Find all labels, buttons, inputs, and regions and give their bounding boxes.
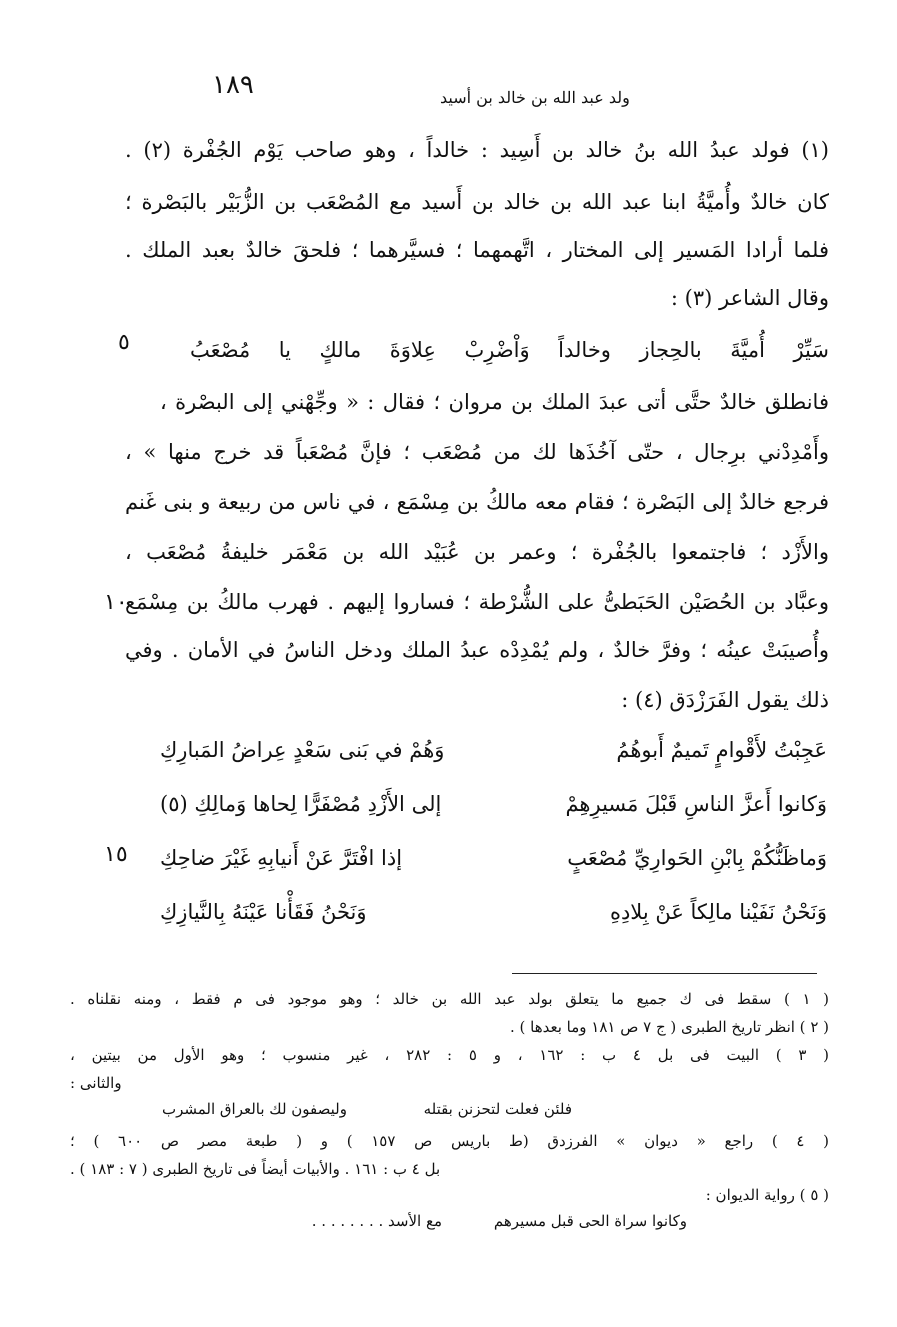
line-number-15: ١٥: [104, 842, 128, 867]
verse-line: سَيِّرْ أُميَّةَ بالحِجاز وخالداً وَاْضْرِبْ عِلاوَةَ مالكٍ يا مُصْعَبُ: [190, 338, 829, 362]
footnote-5: ( ٥ ) رواية الديوان :: [705, 1186, 829, 1204]
verse-second-hemistich: وَنَحْنُ فَقَأْنا عَيْنَهُ بِالنَّيازِكِ: [160, 900, 367, 924]
body-line: وأُصيبَتْ عينُه ؛ وفرَّ خالدٌ ، ولم يُمْدِدْه عبدُ الملك ودخل الناسُ في الأمان . وفي: [125, 638, 829, 662]
verse-first-hemistich: وَكانوا أَعزَّ الناسِ قَبْلَ مَسيرِهِمْ: [565, 792, 827, 816]
body-line: وأَمْدِدْني برِجال ، حتّى آخُذَها لك من مُصْعَب ؛ فإنَّ مُصْعَباً قد خرج منها » ،: [125, 440, 829, 464]
footnote-2: ( ٢ ) انظر تاريخ الطبرى ( ج ٧ ص ١٨١ وما بعدها ) .: [509, 1018, 829, 1036]
running-title: ولد عبد الله بن خالد بن أسيد: [440, 88, 630, 107]
footnote-4-continuation: بل ٤ ب : ١٦١ . والأبيات أيضاً فى تاريخ الطبرى ( ٧ : ١٨٣ ) .: [70, 1160, 441, 1178]
body-line: والأَزْد ؛ فاجتمعوا بالجُفْرة ؛ وعمر بن عُبَيْد الله بن مَعْمَر خليفةُ مُصْعَب ،: [125, 540, 829, 564]
verse-row: [160, 738, 827, 770]
body-line: فانطلق خالدٌ حتَّى أتى عبدَ الملك بن مروان ؛ فقال : « وجِّهْني إلى البصْرة ،: [160, 390, 829, 414]
body-line: وقال الشاعر (٣) :: [670, 286, 829, 310]
footnote-5-verse-second: مع الأسد . . . . . . . .: [311, 1212, 442, 1230]
body-line: فرجع خالدٌ إلى البَصْرة ؛ فقام معه مالكُ بن مِسْمَع ، في ناس من ربيعة و بنى غَنم: [125, 490, 829, 514]
body-line: فلما أرادا المَسير إلى المختار ، اتَّهمهما ؛ فسيَّرهما ؛ فلحقَ خالدٌ بعبد الملك .: [125, 238, 829, 262]
verse-second-hemistich: إلى الأَزْدِ مُصْفَرًّا لِحاها وَمالِكِ (٥): [160, 792, 442, 816]
verse-row: [160, 792, 827, 824]
page-number: ١٨٩: [212, 70, 254, 100]
verse-first-hemistich: وَماظَنُّكُمْ بِابْنِ الحَوارِيِّ مُصْعَبٍ: [567, 846, 827, 870]
line-number-10: ١٠: [104, 590, 128, 615]
verse-row: [160, 900, 827, 932]
verse-row: [160, 846, 827, 878]
footnote-divider: [512, 973, 817, 974]
footnote-3: ( ٣ ) البيت فى بل ٤ ب : ١٦٢ ، و ٥ : ٢٨٢ ، غير منسوب ؛ وهو الأول من بيتين ،: [70, 1046, 830, 1064]
line-number-5: ٥: [118, 330, 130, 355]
body-line: (١) فولد عبدُ الله بنُ خالد بن أَسِيد : خالداً ، وهو صاحب يَوْم الجُفْرة (٢) .: [125, 138, 829, 162]
footnote-3-verse-first: فلئن فعلت لتحزنن بقتله: [423, 1100, 572, 1118]
body-line: وعبَّاد بن الحُصَيْن الحَبَطىُّ على الشُّرْطة ؛ فساروا إليهم . فهرب مالكُ بن مِسْمَع: [125, 590, 829, 614]
footnote-5-verse-first: وكانوا سراة الحى قبل مسيرهم: [493, 1212, 687, 1230]
verse-second-hemistich: وَهُمْ في بَنى سَعْدٍ عِراضُ المَبارِكِ: [160, 738, 445, 762]
verse-second-hemistich: إذا افْتَرَّ عَنْ أَنيابِهِ غَيْرَ ضاحِكِ: [160, 846, 403, 870]
verse-first-hemistich: عَجِبْتُ لأَقْوامٍ تَميمٌ أَبوهُمُ: [616, 738, 827, 762]
footnote-3-continuation: والثانى :: [70, 1074, 122, 1092]
body-line: كان خالدٌ وأُميَّةُ ابنا عبد الله بن خالد بن أَسيد مع المُصْعَب بن الزُّبَيْر بالبَصْرة ؛: [125, 190, 829, 214]
verse-first-hemistich: وَنَحْنُ نَفَيْنا مالِكاً عَنْ بِلادِهِ: [609, 900, 827, 924]
footnote-1: ( ١ ) سقط فى ك جميع ما يتعلق بولد عبد الله بن خالد ؛ وهو موجود فى م فقط ، ومنه نقلناه .: [70, 990, 830, 1008]
footnote-3-verse-second: وليصفون لك بالعراق المشرب: [161, 1100, 347, 1118]
body-line: ذلك يقول الفَرَزْدَق (٤) :: [621, 688, 829, 712]
footnote-4: ( ٤ ) راجع « ديوان » الفرزدق (ط باريس ص ١٥٧ ) و ( طبعة مصر ص ٦٠٠ ) ؛: [70, 1132, 830, 1150]
